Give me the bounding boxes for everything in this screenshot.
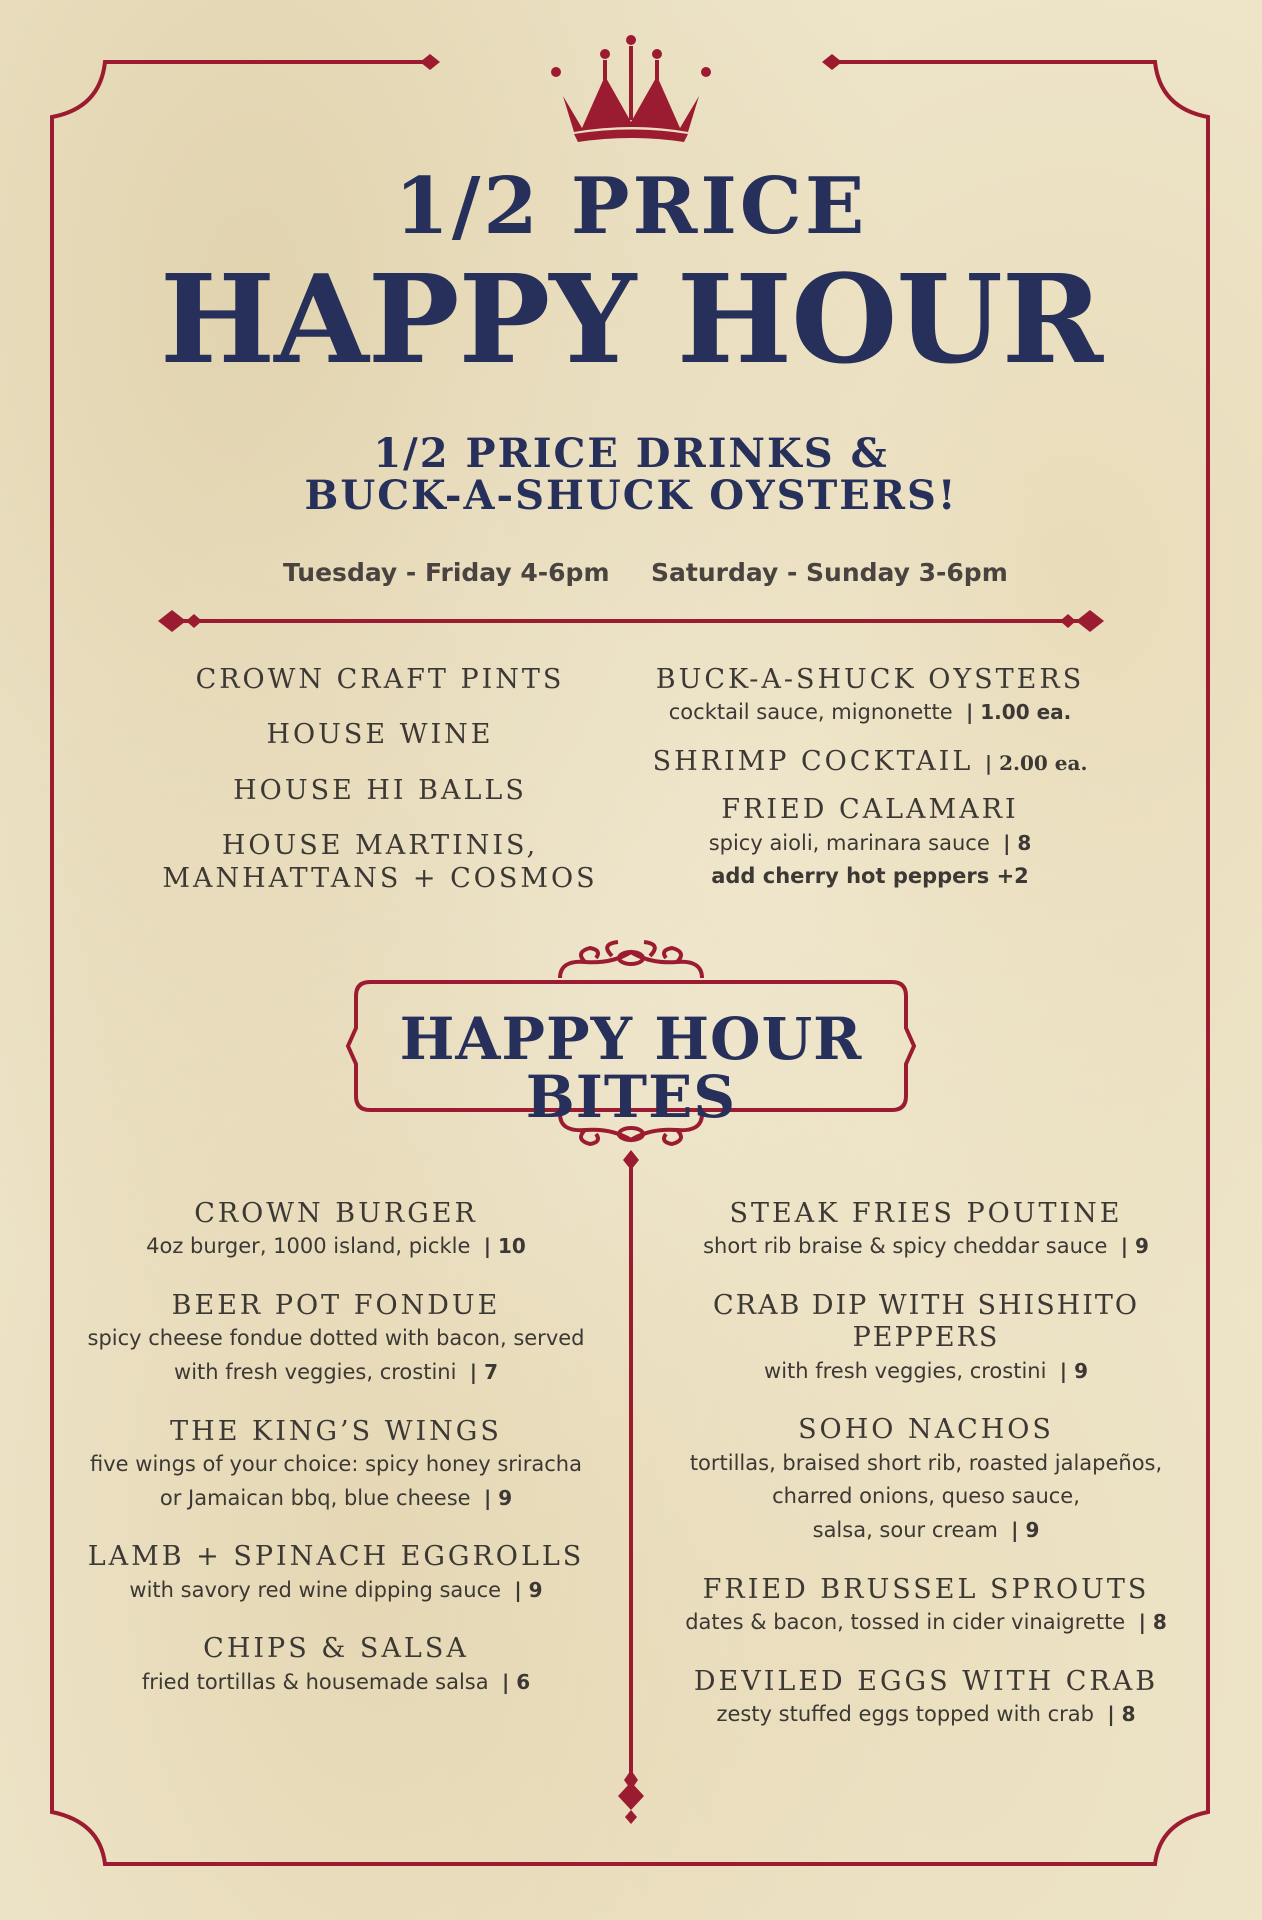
item-name: SOHO NACHOS xyxy=(798,1414,1054,1446)
item-price: | 7 xyxy=(469,1359,498,1384)
special-desc-text: cocktail sauce, mignonette xyxy=(668,700,953,725)
special-name-with-price xyxy=(650,746,1090,778)
item-price: | 8 xyxy=(1138,1609,1167,1634)
item-desc-line: five wings of your choice: spicy honey sriracha xyxy=(90,1451,582,1476)
title-line-2: HAPPY HOUR xyxy=(159,247,1103,391)
item-desc-text: with fresh veggies, crostini xyxy=(764,1358,1047,1383)
drink-item: HOUSE WINE xyxy=(266,719,494,751)
item-desc-text: or Jamaican bbq, blue cheese xyxy=(159,1485,471,1510)
item-desc-text: zesty stuffed eggs topped with crab xyxy=(716,1701,1095,1726)
scroll-flourish-icon xyxy=(560,942,702,978)
menu-item xyxy=(66,1541,606,1607)
diamond-ornament-icon xyxy=(420,54,440,70)
item-name: CHIPS & SALSA xyxy=(203,1633,469,1665)
column-divider xyxy=(618,1150,644,1824)
special-name: SHRIMP COCKTAIL xyxy=(652,745,974,777)
item-price: | 10 xyxy=(483,1234,526,1259)
item-desc xyxy=(656,1698,1196,1732)
special-desc-text: spicy aioli, marinara sauce xyxy=(708,830,990,855)
item-desc xyxy=(656,1230,1196,1264)
special-name: BUCK-A-SHUCK OYSTERS xyxy=(655,664,1085,695)
bites-right-column xyxy=(656,1198,1196,1732)
item-name: BEER POT FONDUE xyxy=(171,1289,501,1321)
item-name: LAMB + SPINACH EGGROLLS xyxy=(87,1541,585,1573)
drink-item: HOUSE HI BALLS xyxy=(233,774,527,806)
special-addon: add cherry hot peppers +2 xyxy=(711,864,1029,889)
drinks-list xyxy=(150,664,610,895)
item-desc-text: salsa, sour cream xyxy=(812,1517,998,1542)
special-name: FRIED CALAMARI xyxy=(721,794,1019,826)
item-desc xyxy=(66,1666,606,1700)
item-desc-text: dates & bacon, tossed in cider vinaigrette xyxy=(685,1609,1126,1634)
item-price: | 9 xyxy=(1011,1517,1040,1542)
hours-weekend: Saturday - Sunday 3-6pm xyxy=(651,558,1008,587)
menu-item xyxy=(656,1198,1196,1264)
item-name: CRAB DIP WITH SHISHITO PEPPERS xyxy=(712,1289,1140,1354)
item-desc-text: with fresh veggies, crostini xyxy=(174,1359,457,1384)
item-desc-text: short rib braise & spicy cheddar sauce xyxy=(703,1234,1108,1259)
special-price: | 8 xyxy=(1003,830,1032,855)
item-desc xyxy=(66,1230,606,1264)
item-price: | 6 xyxy=(501,1669,531,1694)
menu-item xyxy=(66,1198,606,1264)
menu-item xyxy=(66,1633,606,1699)
item-name: THE KING’S WINGS xyxy=(170,1415,502,1447)
menu-item xyxy=(656,1290,1196,1388)
menu-item xyxy=(656,1414,1196,1547)
diamond-ornament-icon xyxy=(822,54,842,70)
bites-left-column xyxy=(66,1198,606,1699)
item-name: CROWN BURGER xyxy=(194,1198,478,1229)
special-price: | 1.00 ea. xyxy=(966,700,1072,725)
bites-title: HAPPY HOUR BITES xyxy=(399,1005,863,1131)
hours-weekday: Tuesday - Friday 4-6pm xyxy=(283,558,610,587)
menu-item xyxy=(656,1666,1196,1732)
item-desc xyxy=(656,1606,1196,1640)
item-price: | 9 xyxy=(1059,1358,1088,1383)
title-line-1: 1/2 PRICE xyxy=(394,161,868,252)
item-desc-text: with savory red wine dipping sauce xyxy=(129,1577,502,1602)
item-desc-text: fried tortillas & housemade salsa xyxy=(141,1669,489,1694)
item-desc xyxy=(656,1355,1196,1389)
special-desc xyxy=(650,827,1090,861)
menu-item xyxy=(66,1290,606,1390)
item-desc xyxy=(656,1514,1196,1548)
subtitle-line-1: 1/2 PRICE DRINKS & xyxy=(373,430,889,477)
section-divider xyxy=(158,610,1104,632)
item-price: | 9 xyxy=(483,1485,513,1510)
item-price: | 9 xyxy=(514,1577,543,1602)
menu-item xyxy=(656,1574,1196,1640)
item-desc xyxy=(66,1356,606,1390)
item-desc-text: 4oz burger, 1000 island, pickle xyxy=(146,1234,471,1259)
drink-item: CROWN CRAFT PINTS xyxy=(195,664,565,695)
subtitle-line-2: BUCK-A-SHUCK OYSTERS! xyxy=(304,472,958,519)
drink-item: MANHATTANS + COSMOS xyxy=(162,862,598,894)
item-price: | 8 xyxy=(1107,1701,1136,1726)
item-desc xyxy=(66,1482,606,1516)
item-name: STEAK FRIES POUTINE xyxy=(729,1198,1123,1229)
special-price: | 2.00 ea. xyxy=(984,750,1088,775)
item-desc xyxy=(66,1574,606,1608)
menu-item xyxy=(66,1416,606,1516)
item-name: FRIED BRUSSEL SPROUTS xyxy=(702,1573,1150,1605)
crown-icon xyxy=(551,35,711,142)
item-desc-line: charred onions, queso sauce, xyxy=(772,1484,1080,1509)
item-desc-line: tortillas, braised short rib, roasted jalapeños, xyxy=(689,1450,1163,1475)
special-desc xyxy=(650,696,1090,730)
specials-list xyxy=(650,664,1090,894)
item-name: DEVILED EGGS WITH CRAB xyxy=(693,1665,1159,1697)
item-price: | 9 xyxy=(1120,1234,1149,1259)
item-desc-line: spicy cheese fondue dotted with bacon, served xyxy=(87,1326,585,1351)
drink-item: HOUSE MARTINIS, xyxy=(221,830,539,862)
